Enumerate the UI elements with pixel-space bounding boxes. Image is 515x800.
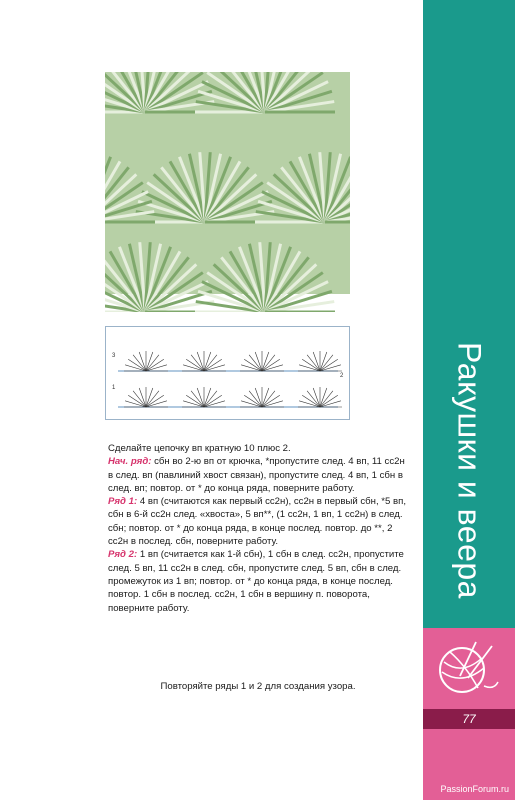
stitch-mark bbox=[139, 388, 146, 407]
stitch-mark bbox=[204, 388, 211, 407]
stitch-mark bbox=[255, 388, 262, 407]
intro-text: Сделайте цепочку вп кратную 10 плюс 2. bbox=[108, 443, 291, 454]
stitch-mark bbox=[320, 365, 341, 371]
stitch-mark bbox=[183, 401, 204, 407]
stitch-mark bbox=[320, 355, 333, 371]
stitch-mark bbox=[186, 395, 204, 407]
stitch-mark bbox=[320, 359, 338, 371]
stitch-mark bbox=[299, 365, 320, 371]
stitch-mark bbox=[262, 388, 269, 407]
instructions bbox=[108, 442, 408, 615]
page-number: 77 bbox=[423, 709, 515, 729]
stitch-mark bbox=[204, 365, 225, 371]
stitch-mark bbox=[262, 391, 275, 407]
row-2 bbox=[108, 548, 408, 614]
stitch-mark bbox=[146, 401, 167, 407]
row-2-text: 1 вп (считается как 1-й сбн), 1 сбн в след. сс2н, пропустите след. 5 вп, 11 сс2н в след. сбн, пропустите след. 5 вп, сбн в след. промежуток из 1 вп; повтор. от * до конца ряда, в конце послед. повтор. 1 сбн в послед. сс2н, 1 сбн в вершину п. поворота, поверните работу. bbox=[108, 549, 404, 614]
row-2-label: Ряд 2: bbox=[108, 549, 138, 561]
stitch-mark bbox=[244, 359, 262, 371]
stitch-mark bbox=[146, 359, 164, 371]
crochet-texture bbox=[105, 72, 350, 312]
yarn-ball-icon bbox=[432, 636, 502, 698]
stitch-mark bbox=[204, 359, 222, 371]
stitch-mark bbox=[197, 388, 204, 407]
stitch-mark bbox=[146, 365, 167, 371]
stitch-mark bbox=[186, 359, 204, 371]
stitch-mark bbox=[133, 391, 146, 407]
stitch-mark bbox=[204, 355, 217, 371]
stitch-mark bbox=[146, 388, 153, 407]
stitch-mark bbox=[133, 355, 146, 371]
stitch-chart bbox=[106, 327, 349, 419]
crochet-sample-photo bbox=[105, 72, 350, 312]
stitch-mark bbox=[320, 401, 341, 407]
stitch-mark bbox=[125, 365, 146, 371]
chapter-title bbox=[423, 320, 515, 620]
stitch-mark bbox=[313, 388, 320, 407]
watermark: PassionForum.ru bbox=[440, 784, 509, 794]
footer-note: Повторяйте ряды 1 и 2 для создания узора. bbox=[160, 681, 356, 692]
stitch-mark bbox=[139, 352, 146, 371]
stitch-mark bbox=[262, 395, 280, 407]
stitch-mark bbox=[249, 391, 262, 407]
row-0 bbox=[108, 455, 408, 495]
stitch-mark bbox=[307, 355, 320, 371]
stitch-mark bbox=[146, 355, 159, 371]
stitch-mark bbox=[204, 352, 211, 371]
chapter-title-text: Ракушки и веера bbox=[451, 341, 488, 599]
stitch-mark bbox=[183, 365, 204, 371]
stitch-mark bbox=[307, 391, 320, 407]
stitch-mark bbox=[262, 352, 269, 371]
stitch-mark bbox=[299, 401, 320, 407]
stitch-mark bbox=[262, 365, 283, 371]
stitch-mark bbox=[128, 395, 146, 407]
row-1-text: 4 вп (считаются как первый сс2н), сс2н в первый сбн, *5 вп, сбн в 6-й сс2н след. «хвоста», 5 вп**, (1 сс2н, 1 вп, 1 сс2н) в след. сбн; повтор. от * до конца ряда, в конце послед. повтор. до **, 2 сс2н в послед. сбн, поверните работу. bbox=[108, 496, 406, 548]
stitch-mark bbox=[241, 401, 262, 407]
stitch-mark bbox=[302, 359, 320, 371]
stitch-diagram bbox=[105, 326, 350, 420]
stitch-mark bbox=[204, 395, 222, 407]
row-mark-1: 1 bbox=[112, 385, 116, 391]
stitch-mark bbox=[262, 401, 283, 407]
stitch-mark bbox=[146, 391, 159, 407]
stitch-mark bbox=[191, 355, 204, 371]
stitch-mark bbox=[320, 395, 338, 407]
stitch-mark bbox=[262, 355, 275, 371]
stitch-mark bbox=[204, 391, 217, 407]
row-mark-2: 2 bbox=[340, 373, 344, 379]
stitch-mark bbox=[146, 395, 164, 407]
stitch-mark bbox=[125, 401, 146, 407]
stitch-mark bbox=[204, 401, 225, 407]
stitch-mark bbox=[249, 355, 262, 371]
stitch-mark bbox=[191, 391, 204, 407]
row-mark-3: 3 bbox=[112, 353, 116, 359]
stitch-mark bbox=[320, 352, 327, 371]
stitch-mark bbox=[128, 359, 146, 371]
stitch-mark bbox=[320, 391, 333, 407]
row-1 bbox=[108, 495, 408, 548]
stitch-mark bbox=[241, 365, 262, 371]
stitch-mark bbox=[313, 352, 320, 371]
stitch-mark bbox=[244, 395, 262, 407]
stitch-mark bbox=[255, 352, 262, 371]
stitch-mark bbox=[320, 388, 327, 407]
stitch-mark bbox=[197, 352, 204, 371]
stitch-mark bbox=[302, 395, 320, 407]
stitch-mark bbox=[262, 359, 280, 371]
row-0-text: сбн во 2-ю вп от крючка, *пропустите след. 4 вп, 11 сс2н в след. вп (павлиний хвост связан), пропустите след. 4 вп, 1 сбн в след. вп; повтор. от * до конца ряда, поверните работу. bbox=[108, 456, 405, 494]
row-1-label: Ряд 1: bbox=[108, 496, 138, 508]
stitch-mark bbox=[146, 352, 153, 371]
row-0-label: Нач. ряд: bbox=[108, 456, 152, 468]
